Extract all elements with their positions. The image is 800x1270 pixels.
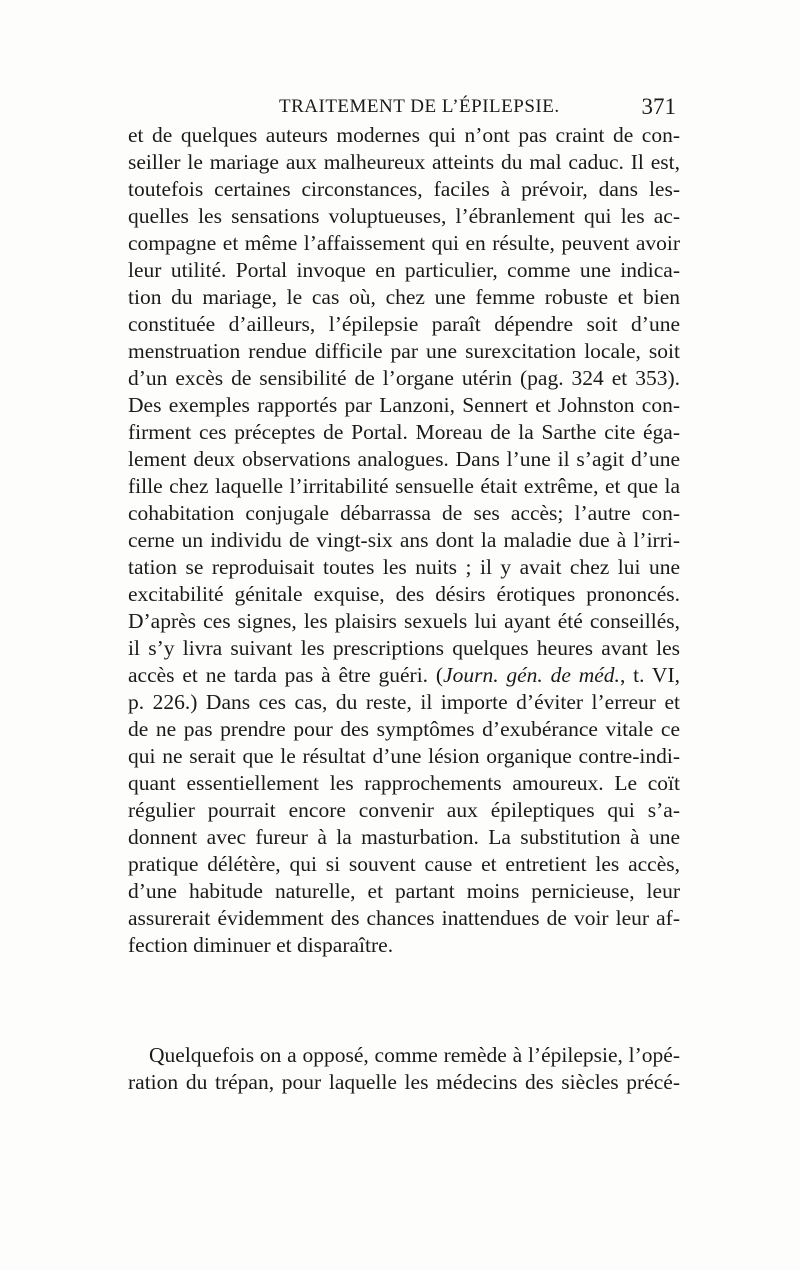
text-line: p. 226.) Dans ces cas, du reste, il importe d’éviter l’erreur et: [128, 690, 680, 714]
text-line: d’une habitude naturelle, et partant moins pernicieuse, leur: [128, 879, 680, 903]
page-number: 371: [641, 94, 676, 119]
text-line: toutefois certaines circonstances, faciles à prévoir, dans les-: [128, 177, 680, 201]
text-line: lement deux observations analogues. Dans l’une il s’agit d’une: [128, 447, 680, 471]
text-fragment: , t. VI,: [619, 663, 680, 687]
text-line: firment ces préceptes de Portal. Moreau de la Sarthe cite éga-: [128, 420, 680, 444]
text-line: ration du trépan, pour laquelle les médecins des siècles précé-: [128, 1070, 680, 1094]
text-line: d’un excès de sensibilité de l’organe utérin (pag. 324 et 353).: [128, 366, 680, 390]
text-line: fille chez laquelle l’irritabilité sensuelle était extrême, et que la: [128, 474, 680, 498]
text-line: menstruation rendue difficile par une surexcitation locale, soit: [128, 339, 680, 363]
paragraph-1: [128, 122, 680, 959]
text-line: cerne un individu de vingt-six ans dont la maladie due à l’irri-: [128, 528, 680, 552]
text-line: pratique délétère, qui si souvent cause et entretient les accès,: [128, 852, 680, 876]
running-title: TRAITEMENT DE L’ÉPILEPSIE.: [279, 96, 560, 117]
text-line: quelles les sensations voluptueuses, l’ébranlement qui les ac-: [128, 204, 680, 228]
text-line: tion du mariage, le cas où, chez une femme robuste et bien: [128, 285, 680, 309]
text-line: D’après ces signes, les plaisirs sexuels lui ayant été conseillés,: [128, 609, 680, 633]
text-line: et de quelques auteurs modernes qui n’ont pas craint de con-: [128, 123, 680, 147]
text-line: Quelquefois on a opposé, comme remède à l’épilepsie, l’opé-: [149, 1043, 680, 1067]
text-line: assurerait évidemment des chances inattendues de voir leur af-: [128, 906, 680, 930]
text-line: constituée d’ailleurs, l’épilepsie paraît dépendre soit d’une: [128, 312, 680, 336]
text-line: cohabitation conjugale débarrassa de ses accès; l’autre con-: [128, 501, 680, 525]
text-line: donnent avec fureur à la masturbation. La substitution à une: [128, 825, 680, 849]
text-line: seiller le mariage aux malheureux atteints du mal caduc. Il est,: [128, 150, 680, 174]
text-line: compagne et même l’affaissement qui en résulte, peuvent avoir: [128, 231, 680, 255]
text-line: régulier pourrait encore convenir aux épileptiques qui s’a-: [128, 798, 680, 822]
paragraph-2: [128, 1042, 680, 1096]
text-line: il s’y livra suivant les prescriptions quelques heures avant les: [128, 636, 680, 660]
text-line: leur utilité. Portal invoque en particulier, comme une indica-: [128, 258, 680, 282]
text-line: qui ne serait que le résultat d’une lésion organique contre-indi-: [128, 744, 680, 768]
text-line-with-citation: [128, 662, 680, 689]
journal-citation: Journ. gén. de méd.: [443, 663, 620, 687]
text-line: de ne pas prendre pour des symptômes d’exubérance vitale ce: [128, 717, 680, 741]
text-line: excitabilité génitale exquise, des désirs érotiques prononcés.: [128, 582, 680, 606]
text-fragment: accès et ne tarda pas à être guéri. (: [128, 663, 444, 687]
text-line: quant essentiellement les rapprochements amoureux. Le coït: [128, 771, 680, 795]
paragraph-last-line: fection diminuer et disparaître.: [128, 933, 394, 957]
text-line: Des exemples rapportés par Lanzoni, Sennert et Johnston con-: [128, 393, 680, 417]
text-line: tation se reproduisait toutes les nuits ; il y avait chez lui une: [128, 555, 680, 579]
